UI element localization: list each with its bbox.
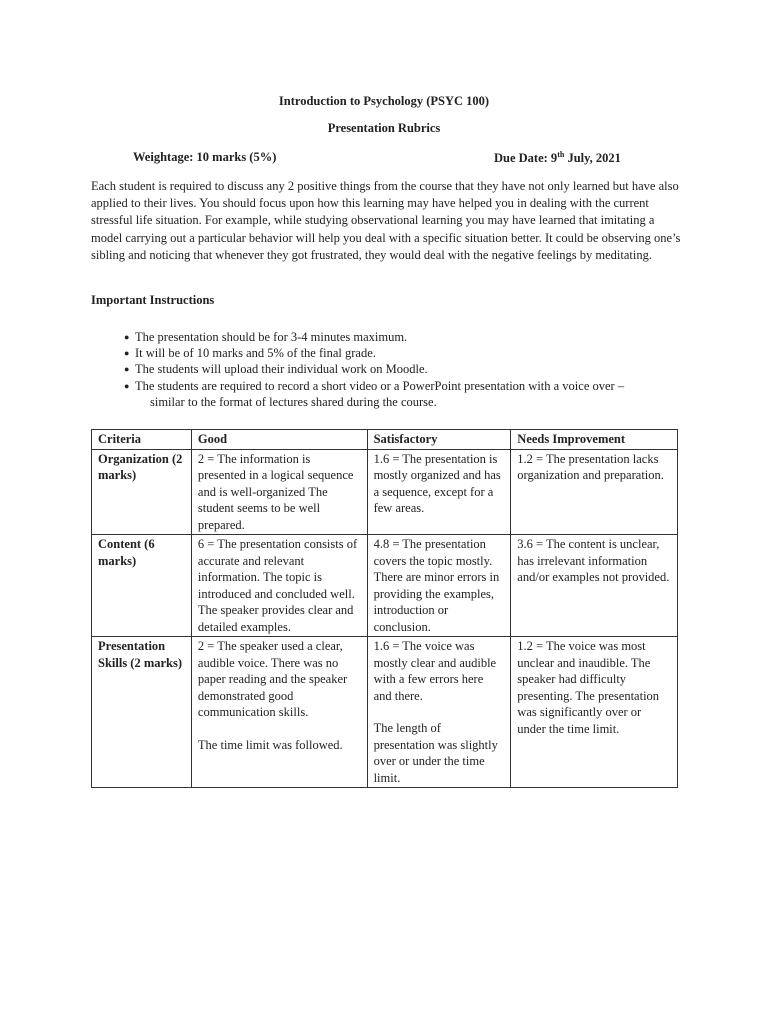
good-text: 2 = The speaker used a clear, audible voice. There was no paper reading and the speaker demonstrated good communication skills.: [197, 639, 348, 719]
needs-improvement-cell: 1.2 = The voice was most unclear and inaudible. The speaker had difficulty presenting. The presentation was significantly over or under the time limit.: [511, 637, 678, 788]
good-extra-text: The time limit was followed.: [197, 737, 343, 752]
header-good: Good: [191, 430, 367, 450]
satisfactory-text: 1.6 = The voice was mostly clear and audible with a few errors here and there.: [373, 639, 497, 703]
instruction-text: The students will upload their individual work on Moodle.: [135, 362, 428, 377]
satisfactory-cell: 4.8 = The presentation covers the topic mostly. There are minor errors in providing the examples, introduction or conclusion.: [367, 535, 511, 637]
bullet-icon: ●: [124, 348, 130, 359]
instruction-text: The students are required to record a short video or a PowerPoint presentation with a voice over –: [135, 378, 625, 393]
instruction-item: [124, 329, 684, 345]
instructions-list: [124, 329, 684, 410]
weightage-label: Weightage: 10 marks (5%): [133, 150, 277, 164]
bullet-icon: ●: [124, 380, 130, 391]
satisfactory-extra-text: The length of presentation was slightly over or under the time limit.: [373, 721, 498, 785]
criteria-cell: Organization (2 marks): [92, 449, 192, 535]
needs-improvement-cell: 3.6 = The content is unclear, has irrelevant information and/or examples not provided.: [511, 535, 678, 637]
header-criteria: Criteria: [92, 430, 192, 450]
due-date-prefix: Due Date: 9: [494, 151, 558, 166]
satisfactory-cell: 1.6 = The presentation is mostly organized and has a sequence, except for a few areas.: [367, 449, 511, 535]
good-cell: [191, 637, 367, 788]
document-subtitle: Presentation Rubrics: [327, 121, 441, 135]
table-row: [92, 535, 678, 637]
instructions-heading: Important Instructions: [91, 293, 215, 307]
good-cell: 6 = The presentation consists of accurate and relevant information. The topic is introduced and concluded well. The speaker provides clear and detailed examples.: [191, 535, 367, 637]
table-row: [92, 449, 678, 535]
criteria-cell: Presentation Skills (2 marks): [92, 637, 192, 788]
needs-improvement-cell: 1.2 = The presentation lacks organization and preparation.: [511, 449, 678, 535]
intro-paragraph: Each student is required to discuss any 2 positive things from the course that they have not only learned but have also applied to their lives. You should focus upon how this learning may have helped you in dealing with the current stressful life situation. For example, while studying observational learning you may have learned that imitating a model carrying out a particular behavior will help you deal with a specific situation better. It could be observing one’s sibling and noticing that whenever they got frustrated, they would deal with the negative feelings by meditating.: [91, 179, 681, 262]
due-date-suffix: July, 2021: [564, 151, 621, 166]
header-satisfactory: Satisfactory: [367, 430, 511, 450]
instruction-text: It will be of 10 marks and 5% of the final grade.: [135, 346, 376, 361]
satisfactory-cell: [367, 637, 511, 788]
instruction-item: [124, 345, 684, 361]
table-row: [92, 637, 678, 788]
instruction-text: The presentation should be for 3-4 minutes maximum.: [135, 330, 408, 344]
instruction-item: [124, 361, 684, 377]
instruction-continuation: similar to the format of lectures shared during the course.: [150, 394, 437, 409]
rubric-table: [91, 429, 678, 788]
instruction-item: [124, 378, 684, 410]
bullet-icon: ●: [124, 332, 130, 342]
good-cell: 2 = The information is presented in a logical sequence and is well-organized The student seems to be well prepared.: [191, 449, 367, 535]
header-needs-improvement: Needs Improvement: [511, 430, 678, 450]
due-date-label: [494, 150, 621, 166]
document-title: Introduction to Psychology (PSYC 100): [278, 94, 490, 108]
bullet-icon: ●: [124, 364, 130, 375]
criteria-cell: Content (6 marks): [92, 535, 192, 637]
table-header-row: [92, 430, 678, 450]
due-date-superscript: th: [557, 150, 565, 159]
